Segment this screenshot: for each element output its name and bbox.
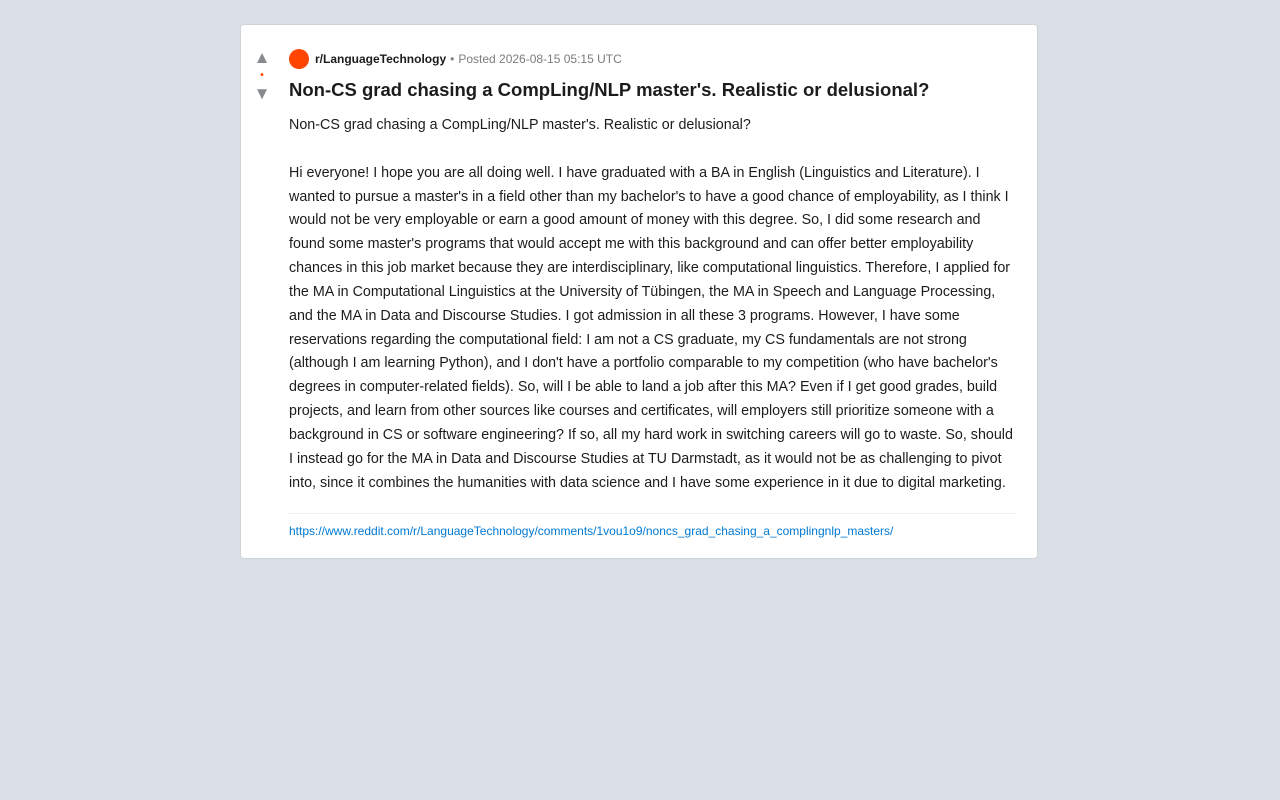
post-content (289, 49, 1015, 538)
post-body (289, 114, 1015, 496)
vote-column (251, 49, 273, 103)
post-meta (289, 49, 1015, 69)
subreddit-avatar-icon[interactable] (289, 49, 309, 69)
post-link-row (289, 513, 1015, 538)
upvote-arrow-icon[interactable]: ▲ (253, 48, 271, 67)
post-title[interactable]: Non-CS grad chasing a CompLing/NLP master's. Realistic or delusional? (289, 79, 930, 100)
subreddit-name[interactable]: r/LanguageTechnology (315, 52, 447, 66)
post-body-intro: Non-CS grad chasing a CompLing/NLP master's. Realistic or delusional? (289, 117, 751, 133)
post-body-main: Hi everyone! I hope you are all doing well. I have graduated with a BA in English (Linguistics and Literature). I wanted to pursue a master's in a field other than my bachelor's to have a good chance of employability, as I think I would not be very employable or earn a good amount of money with this degree. So, I did some research and found some master's programs that would accept me with this background and can offer better employability chances in this job market because they are interdisciplinary, like computational linguistics. Therefore, I applied for the MA in Computational Linguistics at the University of Tübingen, the MA in Speech and Language Processing, and the MA in Data and Discourse Studies. I got admission in all these 3 programs. However, I have some reservations regarding the computational field: I am not a CS graduate, my CS fundamentals are not strong (although I am learning Python), and I don't have a portfolio comparable to my competition (who have bachelor's degrees in computer-related fields). So, will I be able to land a job after this MA? Even if I get good grades, build projects, and learn from other sources like courses and certificates, will employers still prioritize someone with a background in CS or software engineering? If so, all my hard work in switching careers will go to waste. So, should I instead go for the MA in Data and Discourse Studies at TU Darmstadt, as it would not be as challenging to pivot into, since it combines the humanities with data science and I have some experience in it due to digital marketing. (289, 164, 1013, 491)
post-permalink[interactable]: https://www.reddit.com/r/LanguageTechnology/comments/1vou1o9/noncs_grad_chasing_a_complingnlp_masters/ (289, 523, 894, 538)
paragraph-gap (289, 138, 1015, 162)
downvote-arrow-icon[interactable]: ▼ (253, 84, 271, 103)
meta-separator: • (450, 52, 455, 66)
vote-score: • (260, 70, 264, 81)
posted-timestamp: Posted 2026-08-15 05:15 UTC (458, 52, 622, 66)
post-card (240, 24, 1038, 559)
